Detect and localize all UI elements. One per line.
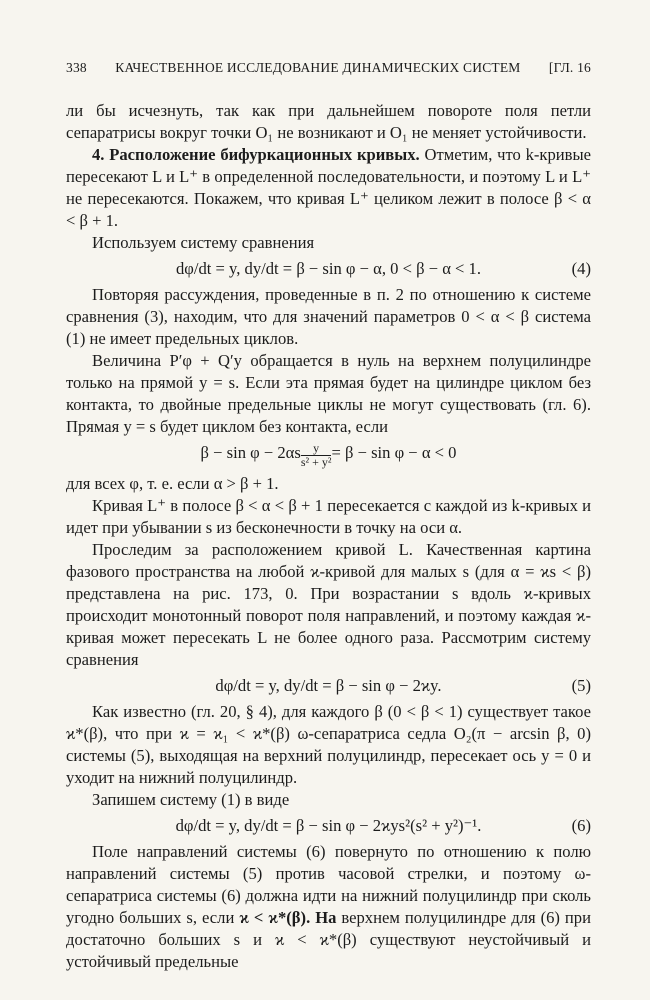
paragraph: ли бы исчезнуть, так как при дальнейшем повороте поля петли сепаратрисы вокруг точки O₁ не возникают и O₁ не меняет устойчивости. <box>66 101 591 142</box>
paragraph: Используем систему сравнения <box>92 233 315 252</box>
paragraph: для всех φ, т. е. если α > β + 1. <box>66 474 279 493</box>
equation-right: = β − sin φ − α < 0 <box>331 443 457 462</box>
equation-body: dφ/dt = y, dy/dt = β − sin φ − 2ϰy. <box>215 676 442 695</box>
paragraph: Как известно (гл. 20, § 4), для каждого β (0 < β < 1) существует такое ϰ*(β), что при ϰ = ϰ₁ < ϰ*(β) ω-сепаратриса седла O₂(π − arcsin β, 0) системы (5), выходящая на верхний полуцилиндр, пересекает ось y = 0 и уходит на нижний полуцилиндр. <box>66 702 591 787</box>
page-number: 338 <box>66 60 87 75</box>
equation-5 <box>66 675 591 697</box>
paragraph: Повторяя рассуждения, проведенные в п. 2 по отношению к системе сравнения (3), находим, что для значений параметров 0 < α < β система (1) не имеет предельных циклов. <box>66 285 591 348</box>
equation-number: (5) <box>571 676 591 695</box>
paragraph <box>66 841 591 973</box>
equation-6 <box>66 815 591 837</box>
section-heading: 4. Расположение бифуркационных кривых. <box>92 145 420 164</box>
equation-left: β − sin φ − 2αs <box>200 443 301 462</box>
paragraph-text: верхнем полуцилиндре для (6) при достаточно больших s и ϰ < ϰ*(β) существуют неустойчивый и устойчивый предельные <box>66 908 591 971</box>
equation-4 <box>66 258 591 280</box>
fraction-denominator: s² + y² <box>300 455 332 469</box>
equation-contact-condition <box>66 442 591 469</box>
fraction <box>301 442 332 469</box>
paragraph-text: Поле направлений системы (6) повернуто по отношению к полю направлений системы (5) против часовой стрелки, и поэтому ω-сепаратриса системы (6) должна идти на нижний полуцилиндр при сколь угодно больших s, если <box>66 842 591 927</box>
paragraph: Величина P′φ + Q′y обращается в нуль на верхнем полуцилиндре только на прямой y = s. Если эта прямая будет на цилиндре циклом без контакта, то двойные предельные циклы не могут существовать (гл. 6). Прямая y = s будет циклом без контакта, если <box>66 351 591 436</box>
paragraph-text: Отметим, что k-кривые пересекают L и L⁺ в определенной последовательности, и поэтому L и L⁺ не пересекаются. Покажем, что кривая L⁺ целиком лежит в полосе β < α < β + 1. <box>66 145 591 230</box>
equation-body: dφ/dt = y, dy/dt = β − sin φ − α, 0 < β − α < 1. <box>175 259 481 278</box>
chapter-marker: [ГЛ. 16 <box>548 60 591 75</box>
paragraph: Запишем систему (1) в виде <box>92 790 290 809</box>
bold-phrase: ϰ < ϰ*(β). На <box>239 908 337 927</box>
equation-number: (6) <box>571 816 591 835</box>
fraction-numerator: y <box>301 442 332 456</box>
section-paragraph <box>66 144 591 232</box>
main-text <box>66 100 591 973</box>
equation-number: (4) <box>571 259 591 278</box>
running-header <box>66 60 591 76</box>
equation-body: dφ/dt = y, dy/dt = β − sin φ − 2ϰys²(s² + y²)⁻¹. <box>175 816 482 835</box>
running-title: КАЧЕСТВЕННОЕ ИССЛЕДОВАНИЕ ДИНАМИЧЕСКИХ СИСТЕМ <box>115 60 521 75</box>
paragraph: Кривая L⁺ в полосе β < α < β + 1 пересекается с каждой из k-кривых и идет при убывании s из бесконечности в точку на оси α. <box>66 496 591 537</box>
paragraph: Проследим за расположением кривой L. Качественная картина фазового пространства на любой ϰ-кривой для малых s (для α = ϰs < β) представлена на рис. 173, 0. При возрастании s вдоль ϰ-кривых происходит монотонный поворот поля направлений, и поэтому каждая ϰ-кривая может пересекать L не более одного раза. Рассмотрим систему сравнения <box>66 540 591 669</box>
